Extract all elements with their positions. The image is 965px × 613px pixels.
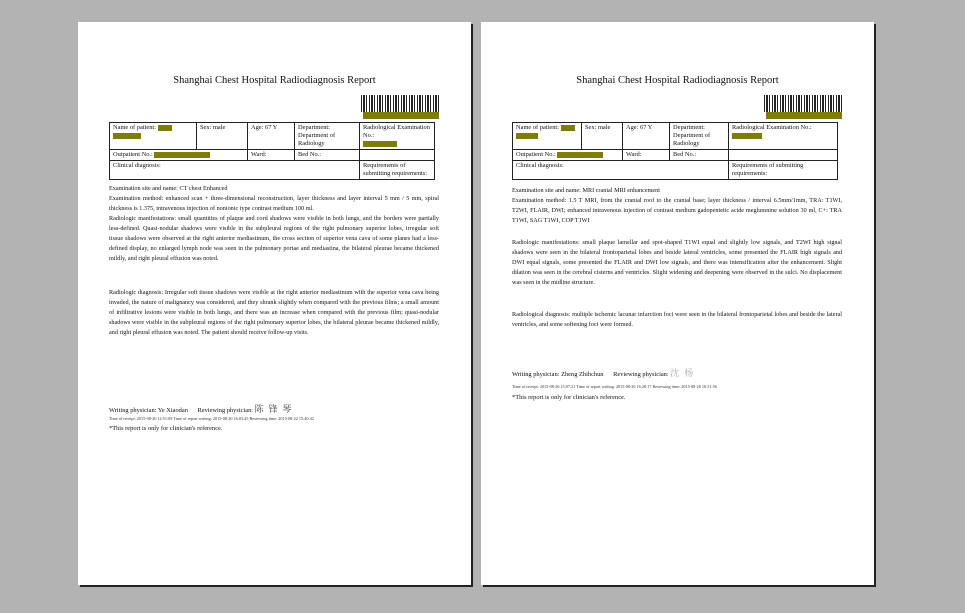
exam-no-label: Radiological Examination No.: bbox=[363, 124, 430, 139]
report-page-left bbox=[78, 22, 471, 585]
redaction-mark bbox=[732, 133, 762, 139]
outpatient-cell bbox=[110, 150, 248, 161]
bed-cell: Bed No.: bbox=[670, 150, 729, 161]
exam-site: Examination site and name: CT chest Enhanced bbox=[109, 185, 228, 192]
radiologic-manifestations: Radiologic manifestations: small quantities of plaque and cord shadows were visible in both lungs, and the borders were partially less-defined. Quasi-nodular shadows were visible in the subpleural regions of the right pulmonary superior lobes, irregular soft tissue shadows were observed at the right anterior mediastinum, the cross section of superior vena cava of some planes had a less-defined display, no enlarged lymph node was seen in the pulmonary portae and mediastina, the bilateral pleurae became thickened mildly, and right pleural effusion was noted. bbox=[109, 215, 439, 263]
report-times: Time of receipt: 2015-08-20 14:51:09 Time of report writing: 2015-08-20 16:03:45 Reviewing time: 2015-08-22 15:40:42 bbox=[109, 416, 314, 421]
redaction-mark bbox=[557, 152, 603, 158]
requirements-cell: Requirements of submitting requirements: bbox=[729, 161, 838, 180]
outpatient-cell bbox=[513, 150, 623, 161]
radiologic-diagnosis: Radiological diagnosis: multiple ischemic lacunar infarction foci were seen in the bilateral frontoparietal lobes and beside the lateral ventricles, and some softening foci were formed. bbox=[512, 311, 842, 329]
patient-name-cell bbox=[110, 123, 197, 150]
empty-cell bbox=[729, 150, 838, 161]
exam-no-cell bbox=[360, 123, 435, 150]
report-page-right bbox=[481, 22, 874, 585]
radiologic-diagnosis: Radiologic diagnosis: Irregular soft tissue shadows were visible at the right anterior mediastinum with the superior vena cava being invaded, the nature of malignancy was considered, and they shrank slightly when compared with the previous films; a small amount of infiltrative lesions were visible in both lungs, and there was an increase when compared with the previous film; quasi-nodular shadows were visible in the subpleural regions of the right pulmonary superior lobes, the bilateral pleurae became thickened mildly, and right pleural effusion was noted. The patient should receive follow-up visits. bbox=[109, 289, 439, 337]
report-times: Time of receipt: 2015-08-26 15:07:21 Time of report writing: 2015-08-26 16:28:17 Reviewing time: 2015-08-26 16:51:56 bbox=[512, 384, 717, 389]
ward-cell: Ward: bbox=[623, 150, 670, 161]
radiologic-manifestations: Radiologic manifestations: small plaque lamellar and spot-shaped T1WI equal and slightly low signals, and T2WI high signal shadows were seen in the bilateral frontoparietal lobes and beside lateral ventricles, some presented the FLAIR high signals and DWI equal signals, some presented the FLAIR and DWI low signals, and there was intensification after the enhancement. Slight dilation was seen in the cerebral cisterns and ventricles. Slight widening and deepening were observed in the sulci. No displacement was seen in the midline structure. bbox=[512, 239, 842, 287]
clinical-diagnosis-cell: Clinical diagnosis: bbox=[513, 161, 729, 180]
reference-note: *This report is only for clinician's reference. bbox=[512, 394, 626, 401]
sex-cell: Sex: male bbox=[197, 123, 248, 150]
signature-image: 陈 锋 琴 bbox=[254, 405, 293, 415]
redaction-mark bbox=[766, 112, 842, 119]
patient-info-table bbox=[512, 122, 838, 180]
physicians-line bbox=[109, 402, 292, 415]
outpatient-label: Outpatient No.: bbox=[516, 151, 556, 158]
exam-method: Examination method: enhanced scan + three-dimensional reconstruction, layer thickness and layer interval 5 mm / 5 mm, spiral thickness is 1.375, intravenous injection of nonionic type contrast medium 100 ml. bbox=[109, 195, 439, 213]
exam-no-cell bbox=[729, 123, 838, 150]
patient-name-label: Name of patient: bbox=[516, 124, 559, 131]
bed-cell: Bed No.: bbox=[295, 150, 360, 161]
exam-no-label: Radiological Examination No.: bbox=[732, 124, 812, 131]
department-cell: Department: Department of Radiology bbox=[670, 123, 729, 150]
ward-cell: Ward: bbox=[248, 150, 295, 161]
patient-info-table bbox=[109, 122, 435, 180]
age-cell: Age: 67 Y bbox=[623, 123, 670, 150]
barcode-icon bbox=[764, 95, 842, 112]
redaction-mark bbox=[561, 125, 575, 131]
reviewing-physician: Reviewing physician: bbox=[613, 371, 669, 378]
physicians-line bbox=[512, 366, 694, 379]
reference-note: *This report is only for clinician's reference. bbox=[109, 425, 223, 432]
redaction-mark bbox=[154, 152, 210, 158]
age-cell: Age: 67 Y bbox=[248, 123, 295, 150]
writing-physician: Writing physician: Ye Xiaodan bbox=[109, 407, 188, 414]
patient-name-cell bbox=[513, 123, 582, 150]
exam-site: Examination site and name: MRI cranial MRI enhancement bbox=[512, 187, 660, 194]
reviewing-physician: Reviewing physician: bbox=[197, 407, 254, 414]
redaction-mark bbox=[158, 125, 172, 131]
outpatient-label: Outpatient No.: bbox=[113, 151, 153, 158]
exam-method: Examination method: 1.5 T MRI, from the cranial roof to the cranial base; layer thickness / interval 6.5mm/1mm, TRA: T1WI, T2WI, FLAIR, DWI; enhanced intravenous injection of contrast medium gadopentetic acide meglumnine solution 30 ml, C+: TRA T1WI, SAG T1WI, COP T1WI bbox=[512, 197, 842, 225]
department-cell: Department: Department of Radiology bbox=[295, 123, 360, 150]
writing-physician: Writing physician: Zheng Zhihchun bbox=[512, 371, 604, 378]
patient-name-label: Name of patient: bbox=[113, 124, 156, 131]
redaction-mark bbox=[113, 133, 141, 139]
report-title: Shanghai Chest Hospital Radiodiagnosis Report bbox=[576, 75, 779, 86]
barcode-icon bbox=[361, 95, 439, 112]
redaction-mark bbox=[363, 112, 439, 119]
redaction-mark bbox=[363, 141, 397, 147]
clinical-diagnosis-cell: Clinical diagnosis: bbox=[110, 161, 360, 180]
redaction-mark bbox=[516, 133, 538, 139]
report-title: Shanghai Chest Hospital Radiodiagnosis Report bbox=[173, 75, 376, 86]
signature-image: 沈 杨 bbox=[670, 369, 695, 379]
sex-cell: Sex: male bbox=[582, 123, 623, 150]
requirements-cell: Requirements of submitting requirements: bbox=[360, 161, 435, 180]
empty-cell bbox=[360, 150, 435, 161]
